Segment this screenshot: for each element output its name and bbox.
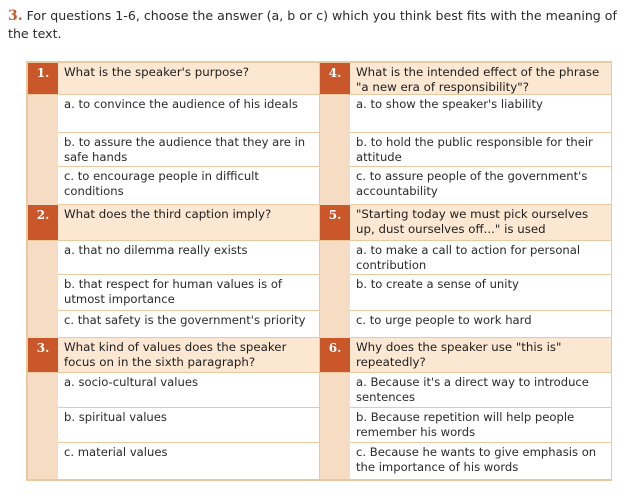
question-block-5 [320,205,611,338]
answer-margin [320,373,350,479]
instruction-text: For questions 1-6, choose the answer (a, b or c) which you think best fits with the meaning of the text. [8,8,617,41]
question-block-3 [28,338,319,479]
option-text: a. to show the speaker's liability [356,97,543,111]
right-column [320,63,611,479]
option-b[interactable] [350,275,611,311]
option-text: a. to convince the audience of his ideals [64,97,298,111]
option-text: c. that safety is the government's priority [64,313,306,327]
answer-margin [320,95,350,205]
option-text: c. Because he wants to give emphasis on the importance of his words [356,445,597,474]
option-a[interactable] [350,241,611,275]
question-number: 3. [28,338,58,372]
question-block-1 [28,63,319,205]
question-row-6 [320,338,611,373]
question-number: 1. [28,63,58,94]
option-text: b. Because repetition will help people remember his words [356,410,575,439]
question-row-1 [28,63,319,95]
option-text: b. that respect for human values is of utmost importance [64,277,283,306]
answer-margin [320,241,350,338]
option-b[interactable] [58,275,319,311]
question-text: What is the speaker's purpose? [64,65,249,79]
question-number: 6. [320,338,350,372]
question-block-4 [320,63,611,205]
question-text: What is the intended effect of the phrase "a new era of responsibility"? [356,65,600,94]
question-block-2 [28,205,319,338]
answer-margin [28,95,58,205]
option-text: b. to create a sense of unity [356,277,519,291]
option-text: c. to assure people of the government's accountability [356,169,588,198]
question-number: 2. [28,205,58,240]
instruction [8,7,620,42]
option-a[interactable] [58,241,319,275]
question-table [26,61,612,481]
option-b[interactable] [350,408,611,443]
option-c[interactable] [58,311,319,338]
question-text: What kind of values does the speaker focus on in the sixth paragraph? [64,340,287,369]
question-number: 5. [320,205,350,240]
option-a[interactable] [58,95,319,133]
option-text: c. to encourage people in difficult conditions [64,169,259,198]
question-text: Why does the speaker use "this is" repeatedly? [356,340,562,369]
option-text: a. socio-cultural values [64,375,199,389]
option-a[interactable] [350,373,611,408]
option-text: a. that no dilemma really exists [64,243,248,257]
question-number: 4. [320,63,350,94]
option-b[interactable] [350,133,611,167]
option-text: a. to make a call to action for personal contribution [356,243,581,272]
question-row-4 [320,63,611,95]
option-c[interactable] [350,167,611,205]
option-c[interactable] [350,311,611,338]
option-text: c. to urge people to work hard [356,313,532,327]
option-b[interactable] [58,408,319,443]
option-c[interactable] [58,167,319,205]
answer-margin [28,241,58,338]
option-b[interactable] [58,133,319,167]
question-text: "Starting today we must pick ourselves up, dust ourselves off..." is used [356,207,589,236]
option-text: c. material values [64,445,168,459]
exercise-number: 3. [8,8,23,24]
question-text: What does the third caption imply? [64,207,272,221]
option-text: b. to assure the audience that they are in safe hands [64,135,306,164]
option-c[interactable] [58,443,319,479]
option-text: a. Because it's a direct way to introduce sentences [356,375,589,404]
question-row-3 [28,338,319,373]
option-a[interactable] [350,95,611,133]
option-c[interactable] [350,443,611,479]
answer-margin [28,373,58,479]
question-row-2 [28,205,319,241]
question-block-6 [320,338,611,479]
column-divider [319,63,320,479]
option-a[interactable] [58,373,319,408]
option-text: b. spiritual values [64,410,167,424]
option-text: b. to hold the public responsible for their attitude [356,135,593,164]
question-row-5 [320,205,611,241]
left-column [28,63,319,479]
